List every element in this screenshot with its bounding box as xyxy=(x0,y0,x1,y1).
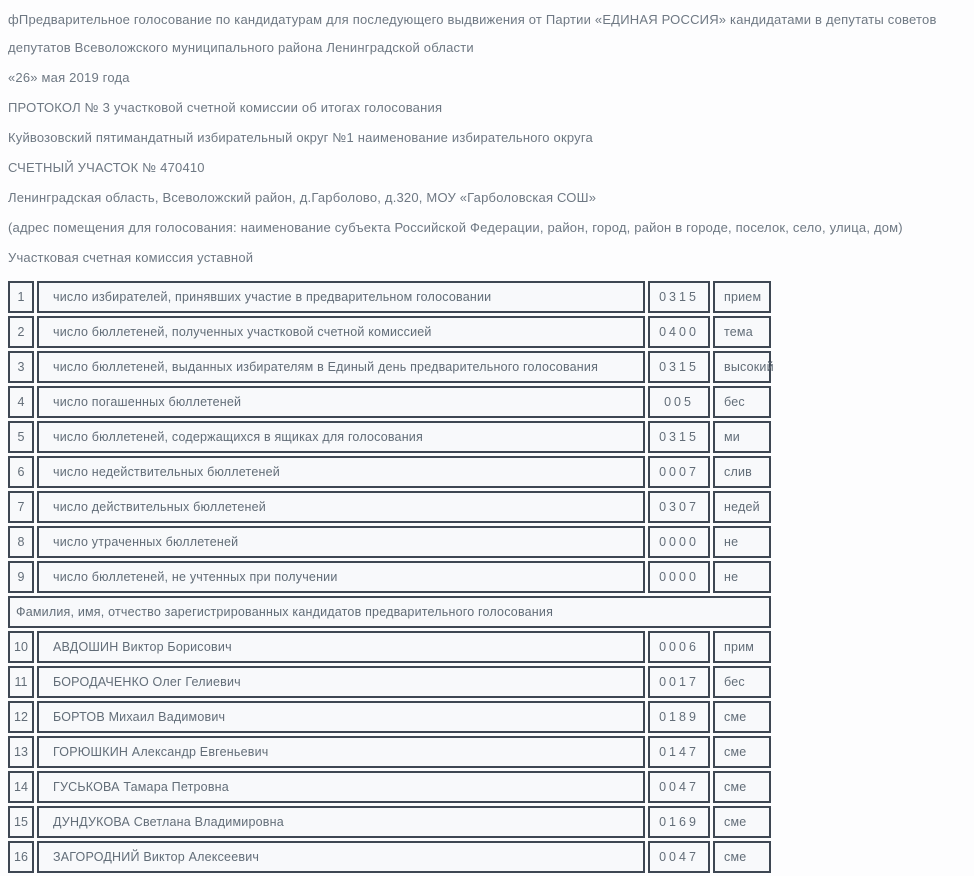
row-value-cell: 0189 xyxy=(648,701,710,733)
row-number-cell: 3 xyxy=(8,351,34,383)
row-value-cell: 0315 xyxy=(648,281,710,313)
row-value-cell: 0169 xyxy=(648,806,710,838)
row-label-cell: сме xyxy=(713,701,771,733)
row-label-cell: сме xyxy=(713,736,771,768)
row-number-cell: 15 xyxy=(8,806,34,838)
address-note: (адрес помещения для голосования: наименование субъекта Российской Федерации, район, город, район в городе, поселок, село, улица, дом) xyxy=(8,220,903,235)
candidates-section-header: Фамилия, имя, отчество зарегистрированных кандидатов предварительного голосования xyxy=(8,596,771,628)
row-value-cell: 0007 xyxy=(648,456,710,488)
document-header xyxy=(8,6,970,272)
row-number-cell: 12 xyxy=(8,701,34,733)
row-value-cell: 0315 xyxy=(648,351,710,383)
row-description-cell: число действительных бюллетеней xyxy=(37,491,645,523)
row-label-cell: прием xyxy=(713,281,771,313)
table-row xyxy=(8,561,771,593)
table-row xyxy=(8,806,771,838)
table-row xyxy=(8,631,771,663)
row-label-cell: сме xyxy=(713,806,771,838)
row-value-cell: 0000 xyxy=(648,526,710,558)
row-label-cell: бес xyxy=(713,386,771,418)
row-description-cell: БОРОДАЧЕНКО Олег Гелиевич xyxy=(37,666,645,698)
row-label-cell: бес xyxy=(713,666,771,698)
row-description-cell: число бюллетеней, содержащихся в ящиках для голосования xyxy=(37,421,645,453)
commission-line: Участковая счетная комиссия уставной xyxy=(8,250,254,265)
table-row xyxy=(8,386,771,418)
table-row xyxy=(8,351,771,383)
table-row xyxy=(8,701,771,733)
row-description-cell: БОРТОВ Михаил Вадимович xyxy=(37,701,645,733)
row-label-cell: сме xyxy=(713,771,771,803)
row-number-cell: 5 xyxy=(8,421,34,453)
row-label-cell: сме xyxy=(713,841,771,873)
row-description-cell: число бюллетеней, полученных участковой счетной комиссией xyxy=(37,316,645,348)
row-description-cell: ГОРЮШКИН Александр Евгеньевич xyxy=(37,736,645,768)
row-number-cell: 2 xyxy=(8,316,34,348)
row-number-cell: 8 xyxy=(8,526,34,558)
table-row xyxy=(8,771,771,803)
table-row xyxy=(8,526,771,558)
row-value-cell: 0315 xyxy=(648,421,710,453)
row-description-cell: ГУСЬКОВА Тамара Петровна xyxy=(37,771,645,803)
table-row xyxy=(8,666,771,698)
row-label-cell: высокий xyxy=(713,351,771,383)
row-description-cell: ЗАГОРОДНИЙ Виктор Алексеевич xyxy=(37,841,645,873)
row-value-cell: 0006 xyxy=(648,631,710,663)
row-description-cell: число бюллетеней, не учтенных при получении xyxy=(37,561,645,593)
row-number-cell: 11 xyxy=(8,666,34,698)
document-title: фПредварительное голосование по кандидатурам для последующего выдвижения от Партии «ЕДИНАЯ РОССИЯ» кандидатами в депутаты советов депутатов Всеволожского муниципального района Ленинградской области xyxy=(8,12,937,55)
row-number-cell: 13 xyxy=(8,736,34,768)
table-row xyxy=(8,456,771,488)
row-number-cell: 4 xyxy=(8,386,34,418)
row-description-cell: число утраченных бюллетеней xyxy=(37,526,645,558)
row-value-cell: 0400 xyxy=(648,316,710,348)
row-description-cell: число избирателей, принявших участие в предварительном голосовании xyxy=(37,281,645,313)
row-value-cell: 005 xyxy=(648,386,710,418)
row-label-cell: ми xyxy=(713,421,771,453)
row-value-cell: 0000 xyxy=(648,561,710,593)
row-description-cell: АВДОШИН Виктор Борисович xyxy=(37,631,645,663)
row-label-cell: тема xyxy=(713,316,771,348)
document-date: «26» мая 2019 года xyxy=(8,70,130,85)
table-row xyxy=(8,841,771,873)
table-row xyxy=(8,421,771,453)
row-description-cell: число недействительных бюллетеней xyxy=(37,456,645,488)
row-description-cell: ДУНДУКОВА Светлана Владимировна xyxy=(37,806,645,838)
row-number-cell: 9 xyxy=(8,561,34,593)
protocol-heading: ПРОТОКОЛ № 3 участковой счетной комиссии об итогах голосования xyxy=(8,100,443,115)
table-row xyxy=(8,736,771,768)
precinct-number: СЧЕТНЫЙ УЧАСТОК № 470410 xyxy=(8,160,205,175)
row-description-cell: число бюллетеней, выданных избирателям в Единый день предварительного голосования xyxy=(37,351,645,383)
row-number-cell: 16 xyxy=(8,841,34,873)
row-number-cell: 10 xyxy=(8,631,34,663)
row-number-cell: 7 xyxy=(8,491,34,523)
district-name: Куйвозовский пятимандатный избирательный округ №1 наименование избирательного округа xyxy=(8,130,593,145)
row-value-cell: 0047 xyxy=(648,841,710,873)
table-row xyxy=(8,491,771,523)
row-number-cell: 1 xyxy=(8,281,34,313)
row-value-cell: 0147 xyxy=(648,736,710,768)
row-label-cell: прим xyxy=(713,631,771,663)
row-value-cell: 0307 xyxy=(648,491,710,523)
row-number-cell: 6 xyxy=(8,456,34,488)
row-number-cell: 14 xyxy=(8,771,34,803)
row-value-cell: 0017 xyxy=(648,666,710,698)
precinct-address: Ленинградская область, Всеволожский район, д.Гарболово, д.320, МОУ «Гарболовская СОШ» xyxy=(8,190,597,205)
row-label-cell: не xyxy=(713,561,771,593)
row-description-cell: число погашенных бюллетеней xyxy=(37,386,645,418)
table-row xyxy=(8,316,771,348)
row-label-cell: слив xyxy=(713,456,771,488)
row-value-cell: 0047 xyxy=(648,771,710,803)
protocol-table xyxy=(5,278,774,876)
row-label-cell: недей xyxy=(713,491,771,523)
candidates-section-row xyxy=(8,596,771,628)
row-label-cell: не xyxy=(713,526,771,558)
table-row xyxy=(8,281,771,313)
